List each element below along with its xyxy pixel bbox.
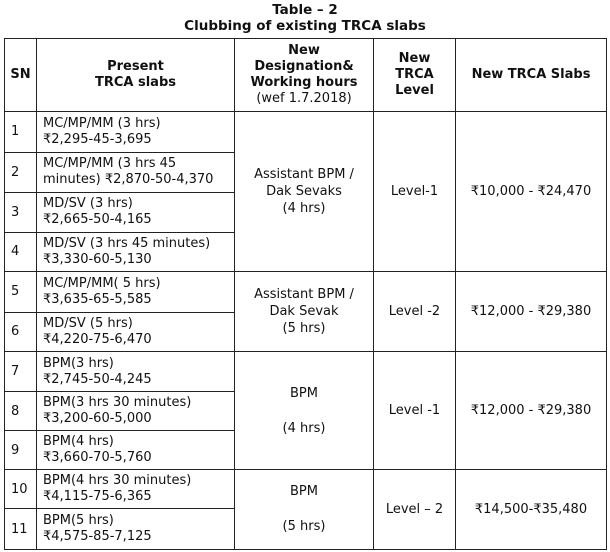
present-slab-cell: BPM(3 hrs 30 minutes) ₹3,200-60-5,000 [37, 391, 235, 431]
present-slab-cell: BPM(4 hrs 30 minutes) ₹4,115-75-6,365 [37, 469, 235, 509]
present-slab-cell: MD/SV (3 hrs) ₹2,665-50-4,165 [37, 193, 235, 233]
new-slab-cell: ₹12,000 - ₹29,380 [456, 272, 607, 352]
sn-cell: 6 [5, 312, 37, 352]
sn-cell: 1 [5, 112, 37, 153]
sn-cell: 4 [5, 232, 37, 272]
sn-cell: 5 [5, 272, 37, 313]
header-sn: SN [5, 39, 37, 112]
present-slab-cell: MC/MP/MM (3 hrs) ₹2,295-45-3,695 [37, 112, 235, 153]
sn-cell: 11 [5, 509, 37, 550]
sn-cell: 8 [5, 391, 37, 431]
present-slab-cell: MD/SV (3 hrs 45 minutes) ₹3,330-60-5,130 [37, 232, 235, 272]
table-title: Table – 2 [272, 2, 338, 18]
table-row [5, 112, 607, 153]
table-subtitle: Clubbing of existing TRCA slabs [184, 18, 426, 34]
header-row [5, 39, 607, 112]
designation-cell: Assistant BPM / Dak Sevak (5 hrs) [235, 272, 374, 352]
header-new-slabs: New TRCA Slabs [456, 39, 607, 112]
present-slab-cell: MD/SV (5 hrs) ₹4,220-75-6,470 [37, 312, 235, 352]
present-slab-cell: BPM(4 hrs) ₹3,660-70-5,760 [37, 431, 235, 470]
header-designation: New Designation& Working hours (wef 1.7.2018) [235, 39, 374, 112]
level-cell: Level – 2 [374, 469, 456, 549]
level-cell: Level-1 [374, 112, 456, 272]
trca-table [4, 38, 607, 550]
table-row [5, 469, 607, 509]
designation-cell: Assistant BPM / Dak Sevaks (4 hrs) [235, 112, 374, 272]
new-slab-cell: ₹12,000 - ₹29,380 [456, 352, 607, 470]
sn-cell: 9 [5, 431, 37, 470]
sn-cell: 3 [5, 193, 37, 233]
level-cell: Level -1 [374, 352, 456, 470]
level-cell: Level -2 [374, 272, 456, 352]
sn-cell: 10 [5, 469, 37, 509]
present-slab-cell: BPM(3 hrs) ₹2,745-50-4,245 [37, 352, 235, 392]
sn-cell: 2 [5, 152, 37, 193]
designation-cell: BPM (5 hrs) [235, 469, 374, 549]
present-slab-cell: MC/MP/MM( 5 hrs) ₹3,635-65-5,585 [37, 272, 235, 313]
table-row [5, 272, 607, 313]
new-slab-cell: ₹10,000 - ₹24,470 [456, 112, 607, 272]
designation-cell: BPM (4 hrs) [235, 352, 374, 470]
new-slab-cell: ₹14,500-₹35,480 [456, 469, 607, 549]
present-slab-cell: MC/MP/MM (3 hrs 45 minutes) ₹2,870-50-4,370 [37, 152, 235, 193]
table-caption [4, 2, 606, 34]
table-row [5, 352, 607, 392]
header-present-slabs: Present TRCA slabs [37, 39, 235, 112]
sn-cell: 7 [5, 352, 37, 392]
header-trca-level: New TRCA Level [374, 39, 456, 112]
present-slab-cell: BPM(5 hrs) ₹4,575-85-7,125 [37, 509, 235, 550]
